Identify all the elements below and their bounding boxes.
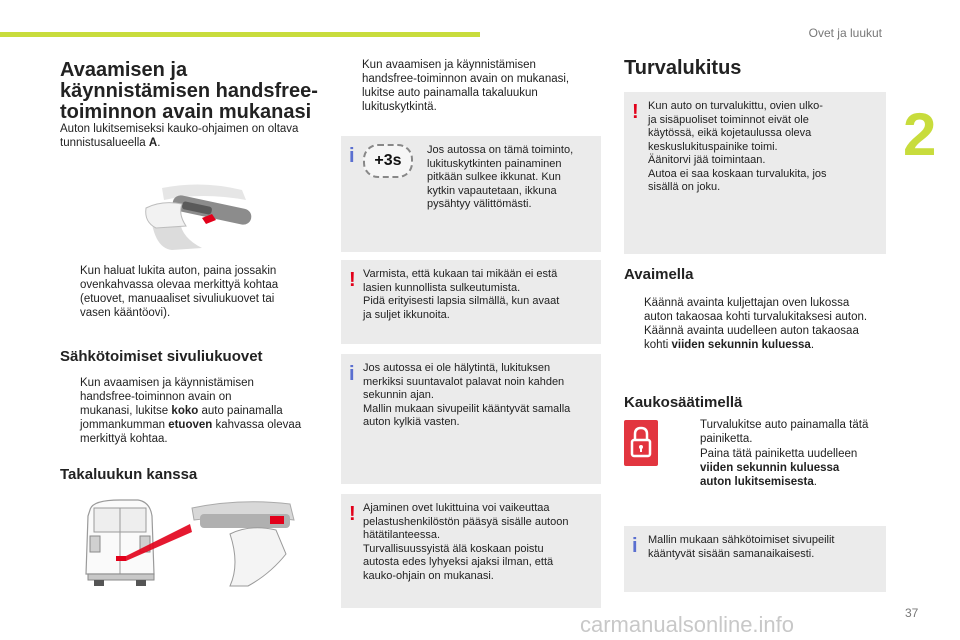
bullet-remote-press-again: Paina tätä painiketta uudelleen viiden sekunnin kuluessa auton lukitsemisesta. [700, 448, 858, 488]
warning-icon: ! [349, 269, 356, 291]
heading-tailgate: Takaluukun kanssa [60, 466, 198, 483]
bullet-sliding-doors: Kun avaamisen ja käynnistämisen handsfree-toiminnon avain on mukanasi, lukitse koko auto painamalla jommankumman etuoven kahvassa olevaa merkittyä kohtaa. [80, 377, 302, 445]
watermark: carmanualsonline.info [580, 612, 795, 637]
section-title: Ovet ja luukut [808, 26, 882, 40]
warning-icon: ! [632, 101, 639, 123]
info-icon: i [349, 145, 355, 167]
bullet-lock-handle: Kun haluat lukita auton, paina jossakin ovenkahvassa olevaa merkittyä kohtaa (etuovet, manuaaliset sivuliukuovet tai vasen kääntöovi). [80, 265, 279, 319]
heading-remote: Kaukosäätimellä [624, 394, 743, 411]
bullet-key-turn: Käännä avainta kuljettajan oven lukossa auton takaosaa kohti turvalukitaksesi auton. [644, 297, 868, 323]
info-icon: i [632, 535, 638, 557]
header-accent-bar [0, 32, 480, 37]
warning-icon: ! [349, 503, 356, 525]
warning-box-deadlocking: ! Kun auto on turvalukittu, ovien ulko- ja sisäpuoliset toiminnot eivät ole käytössä, eikä kojetaulussa oleva keskuslukituspainike toimi. Äänitorvi jää toimintaan. Autoa ei saa koskaan turvalukita, jos sisällä on joku. [624, 92, 886, 254]
chapter-number: 2 [903, 101, 937, 168]
tailgate-illustration [80, 494, 310, 588]
info-box-mirrors: i Mallin mukaan sähkötoimiset sivupeilit kääntyvät sisään samanaikaisesti. [624, 526, 886, 592]
timer-badge-icon: +3s [363, 144, 413, 178]
heading-with-key: Avaimella [624, 266, 694, 283]
intro-paragraph: Auton lukitsemiseksi kauko-ohjaimen on oltava tunnistusalueella A. [60, 123, 299, 149]
info-box-windows: i +3s Jos autossa on tämä toiminto, lukituskytkinten painaminen pitkään sulkee ikkunat. Kun kytkin vapautetaan, ikkuna pysähtyy välittömästi. [341, 136, 601, 252]
warning-box-driving: ! Ajaminen ovet lukittuina voi vaikeuttaa pelastushenkilöstön pääsyä sisälle autoon hätätilanteessa. Turvallisuussyistä älä koskaan poistu autosta edes lyhyeksi ajaksi ilman, että kauko-ohjain on mukanasi. [341, 494, 601, 608]
lock-button-icon [624, 420, 658, 466]
heading-sliding-doors: Sähkötoimiset sivuliukuovet [60, 348, 263, 365]
bullet-tailgate-lock: Kun avaamisen ja käynnistämisen handsfree-toiminnon avain on mukanasi, lukitse auto painamalla takaluukun lukituskytkintä. [362, 59, 570, 113]
heading-deadlocking: Turvalukitus [624, 57, 742, 79]
info-box-alarm: i Jos autossa ei ole hälytintä, lukituksen merkiksi suuntavalot palavat noin kahden sekunnin ajan. Mallin mukaan sivupeilit kääntyvät samalla auton kylkiä vasten. [341, 354, 601, 484]
door-handle-illustration [142, 178, 258, 252]
info-icon: i [349, 363, 355, 385]
warning-box-windows: ! Varmista, että kukaan tai mikään ei estä lasien kunnollista sulkeutumista. Pidä erityisesti lapsia silmällä, kun avaat ja suljet ikkunoita. [341, 260, 601, 344]
bullet-key-turn-again: Käännä avainta uudelleen auton takaosaa kohti viiden sekunnin kuluessa. [644, 325, 859, 351]
bullet-remote-press: Turvalukitse auto painamalla tätä painiketta. [700, 419, 869, 445]
page-title: Avaamisen ja käynnistämisen handsfree- toiminnon avain mukanasi [60, 59, 318, 123]
page-number: 37 [905, 606, 919, 620]
